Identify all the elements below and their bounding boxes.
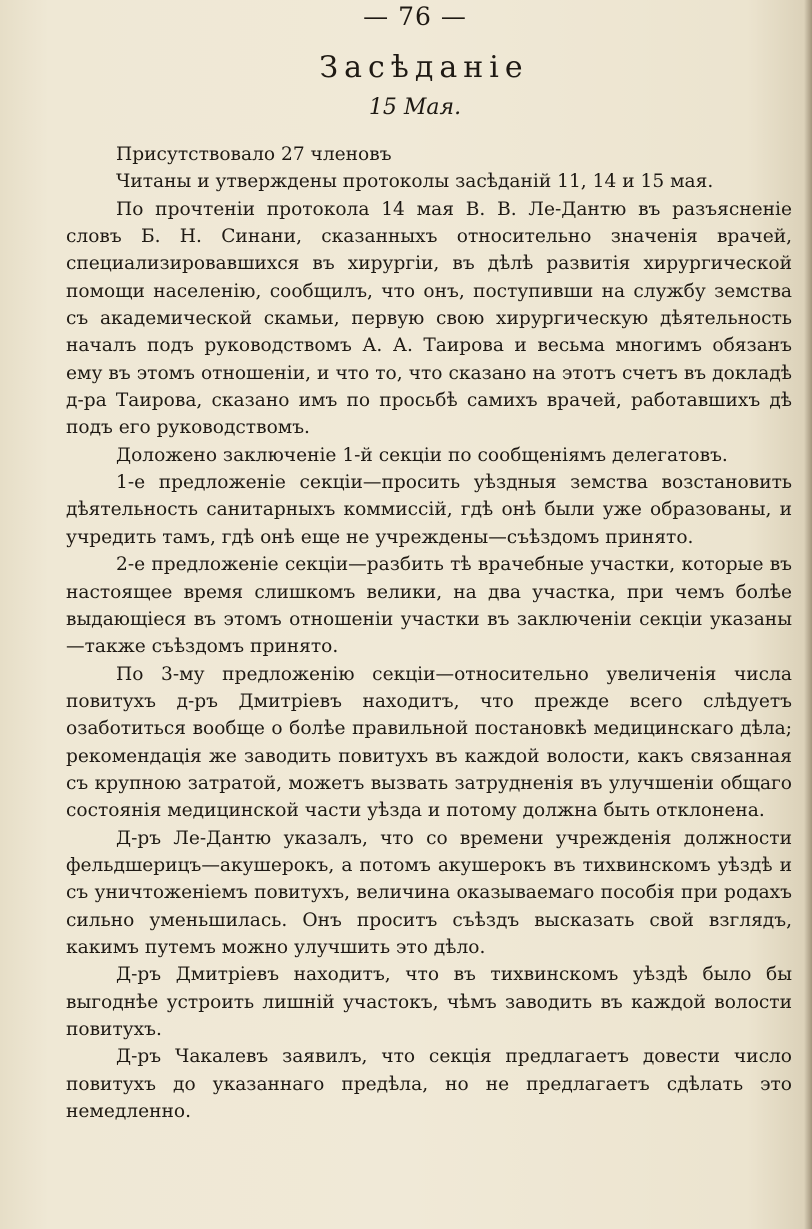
paragraph-section-conclusion: Доложено заключеніе 1-й секціи по сообщеніямъ делегатовъ. <box>116 444 728 466</box>
paragraph-proposal-2: 2-е предложеніе секціи—разбить тѣ врачебные участки, которые въ настоящее время слишкомъ велики, на два участка, при чемъ болѣе выдающіеся въ этомъ отношеніи участки въ заключеніи секціи указаны—также съѣздомъ принято. <box>66 554 792 658</box>
paragraph-dmitriev-remark: Д-ръ Дмитріевъ находитъ, что въ тихвинскомъ уѣздѣ было бы выгоднѣе устроить лишній участокъ, чѣмъ заводить въ каждой волости повитухъ. <box>66 964 792 1040</box>
paragraph-proposal-3: По 3-му предложенію секціи—относительно увеличенія числа повитухъ д-ръ Дмитріевъ находитъ, что прежде всего слѣдуетъ озаботиться вообще о болѣе правильной постановкѣ медицинскаго дѣла; рекомендація же заводить повитухъ въ каждой волости, какъ связанная съ крупною затратой, можетъ вызвать затрудненія въ улучшеніи общаго состоянія медицинской части уѣзда и потому должна быть отклонена. <box>66 663 792 822</box>
session-date: 15 Мая. <box>368 95 462 120</box>
session-title: Засѣданіе <box>319 50 529 85</box>
minutes-body <box>66 141 792 1125</box>
paragraph-attendance: Присутствовало 27 членовъ <box>116 144 392 165</box>
paragraph-protocols-approved: Читаны и утверждены протоколы засѣданій 11, 14 и 15 мая. <box>116 171 714 193</box>
paragraph-le-dantu-explanation: По прочтеніи протокола 14 мая В. В. Ле-Дантю въ разъясненіе словъ Б. Н. Синани, сказанныхъ относительно значенія врачей, специализировавшихся въ хирургіи, въ дѣлѣ развитія хирургической помощи населенію, сообщилъ, что онъ, поступивши на службу земства съ академической скамьи, первую свою хирургическую дѣятельность началъ подъ руководствомъ А. А. Таирова и весьма многимъ обязанъ ему въ этомъ отношеніи, и что то, что сказано на этотъ счетъ въ докладѣ д-ра Таирова, сказано имъ по просьбѣ самихъ врачей, работавшихъ дѣ подъ его руководствомъ. <box>66 198 792 439</box>
paragraph-proposal-1: 1-е предложеніе секціи—просить уѣздныя земства возстановить дѣятельность санитарныхъ коммиссій, гдѣ онѣ были уже образованы, и учредить тамъ, гдѣ онѣ еще не учреждены—съѣздомъ принято. <box>66 472 792 548</box>
page-number: — 76 — <box>363 2 467 31</box>
page-edge-shadow <box>804 0 812 1229</box>
paragraph-le-dantu-remark: Д-ръ Ле-Дантю указалъ, что со времени учрежденія должности фельдшерицъ—акушерокъ, а потомъ акушерокъ въ тихвинскомъ уѣздѣ и съ уничтоженіемъ повитухъ, величина оказываемаго пособія при родахъ сильно уменьшилась. Онъ проситъ съѣздъ высказать свой взглядъ, какимъ путемъ можно улучшить это дѣло. <box>66 827 792 958</box>
paragraph-chakalev-remark: Д-ръ Чакалевъ заявилъ, что секція предлагаетъ довести число повитухъ до указаннаго предѣла, но не предлагаетъ сдѣлать это немедленно. <box>66 1046 792 1123</box>
